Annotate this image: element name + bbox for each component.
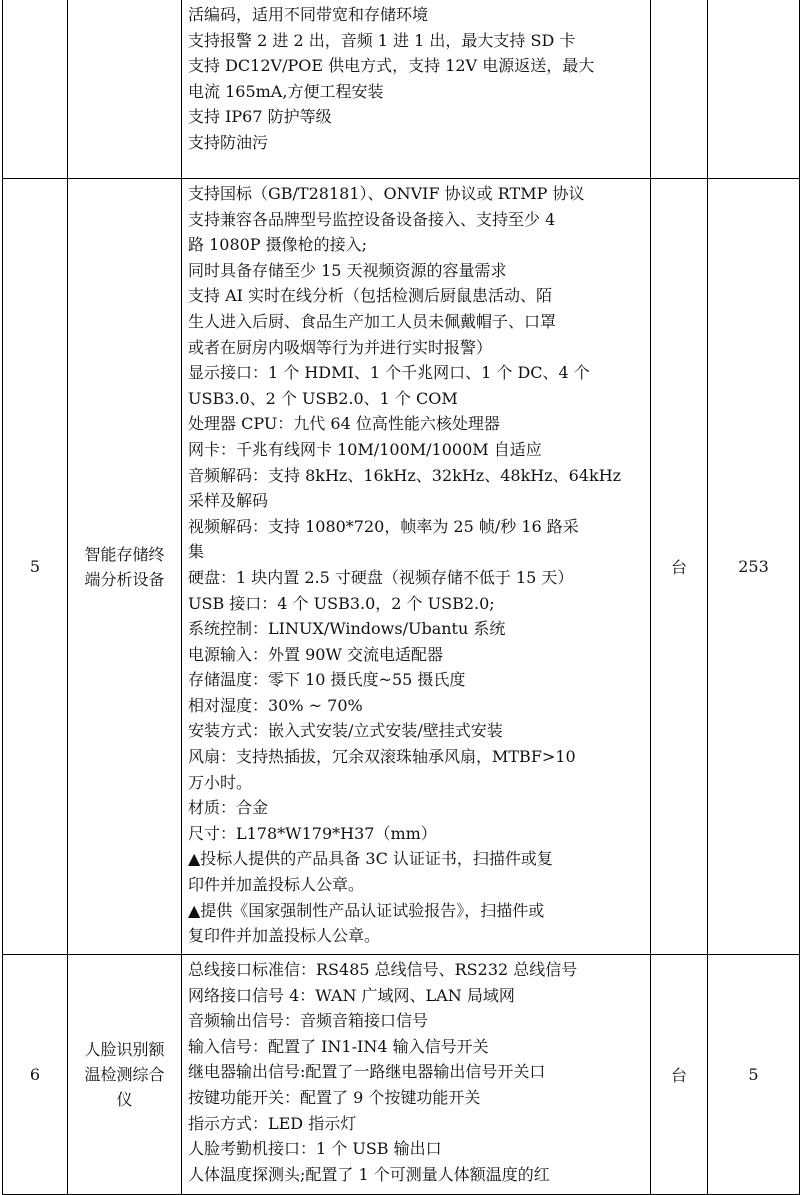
quantity-cell [708, 0, 800, 179]
spec-line: 网卡：千兆有线网卡 10M/100M/1000M 自适应 [188, 439, 542, 459]
quantity-cell: 253 [708, 179, 800, 955]
table-row [3, 0, 800, 179]
table-row [3, 955, 800, 1195]
spec-line: 生人进入后厨、食品生产加工人员未佩戴帽子、口罩 [188, 311, 557, 331]
spec-line: ▲提供《国家强制性产品认证试验报告》，扫描件或 [188, 900, 545, 920]
spec-line: 路 1080P 摄像枪的接入; [188, 235, 368, 255]
row-number-cell: 5 [3, 179, 68, 955]
spec-line: 指示方式：LED 指示灯 [188, 1113, 357, 1133]
spec-line: 系统控制：LINUX/Windows/Ubantu 系统 [188, 619, 506, 639]
unit-cell [651, 0, 708, 179]
spec-line: 电源输入：外置 90W 交流电适配器 [188, 644, 443, 664]
row-number-cell: 6 [3, 955, 68, 1195]
quantity-cell: 5 [708, 955, 800, 1195]
spec-line: 万小时。 [188, 772, 253, 792]
spec-line: 网络接口信号 4：WAN 广域网、LAN 局域网 [188, 985, 515, 1005]
spec-line: 处理器 CPU：九代 64 位高性能六核处理器 [188, 414, 500, 434]
spec-line: 集 [188, 542, 205, 562]
spec-cell [182, 179, 651, 955]
spec-line: 支持 IP67 防护等级 [188, 107, 332, 127]
spec-line: 支持 AI 实时在线分析（包括检测后厨鼠患活动、陌 [188, 286, 553, 306]
spec-line: 采样及解码 [188, 491, 269, 511]
spec-line: 材质：合金 [188, 798, 269, 818]
spec-line: 支持防油污 [188, 132, 269, 152]
spec-line: 相对湿度：30% ~ 70% [188, 695, 363, 715]
spec-line: 风扇：支持热插拔，冗余双滚珠轴承风扇，MTBF>10 [188, 747, 576, 767]
spec-line: 复印件并加盖投标人公章。 [188, 926, 381, 946]
product-name-cell [68, 0, 182, 179]
spec-line: 继电器输出信号:配置了一路继电器输出信号开关口 [188, 1062, 546, 1082]
spec-line: 显示接口：1 个 HDMI、1 个千兆网口、1 个 DC、4 个 [188, 363, 590, 383]
product-name: 人脸识别额温检测综合仪 [84, 1040, 165, 1109]
row-number-cell [3, 0, 68, 179]
spec-line: 音频解码：支持 8kHz、16kHz、32kHz、48kHz、64kHz [188, 465, 622, 485]
spec-line: USB 接口：4 个 USB3.0，2 个 USB2.0; [188, 593, 495, 613]
spec-line: 电流 165mA,方便工程安装 [188, 81, 384, 101]
spec-line: 活编码，适用不同带宽和存储环境 [188, 5, 429, 24]
spec-line: 输入信号：配置了 IN1-IN4 输入信号开关 [188, 1036, 489, 1056]
product-name-cell [68, 179, 182, 955]
spec-line: 硬盘：1 块内置 2.5 寸硬盘（视频存储不低于 15 天） [188, 567, 574, 587]
spec-line: 尺寸：L178*W179*H37（mm） [188, 823, 437, 843]
spec-line: 印件并加盖投标人公章。 [188, 875, 365, 895]
table-row [3, 179, 800, 955]
spec-line: 支持报警 2 进 2 出，音频 1 进 1 出，最大支持 SD 卡 [188, 30, 576, 50]
spec-line: 人体温度探测头;配置了 1 个可测量人体额温度的红 [188, 1164, 550, 1184]
spec-line: ▲投标人提供的产品具备 3C 认证证书，扫描件或复 [188, 849, 553, 869]
spec-line: 或者在厨房内吸烟等行为并进行实时报警） [188, 337, 493, 357]
spec-cell [182, 0, 651, 179]
spec-line: 支持兼容各品牌型号监控设备设备接入、支持至少 4 [188, 209, 556, 229]
product-name-cell [68, 955, 182, 1195]
spec-line: 音频输出信号：音频音箱接口信号 [188, 1011, 429, 1031]
spec-line: 总线接口标准信：RS485 总线信号、RS232 总线信号 [188, 960, 578, 979]
spec-cell [182, 955, 651, 1195]
spec-line: 支持国标（GB/T28181）、ONVIF 协议或 RTMP 协议 [188, 184, 585, 203]
unit-cell: 台 [651, 955, 708, 1195]
product-name: 智能存储终端分析设备 [84, 544, 165, 589]
spec-line: 视频解码：支持 1080*720，帧率为 25 帧/秒 16 路采 [188, 516, 579, 536]
spec-line: 存储温度：零下 10 摄氏度~55 摄氏度 [188, 670, 466, 690]
spec-line: 安装方式：嵌入式安装/立式安装/壁挂式安装 [188, 721, 503, 741]
spec-line: USB3.0、2 个 USB2.0、1 个 COM [188, 388, 458, 408]
product-spec-table [2, 0, 800, 1195]
spec-line: 人脸考勤机接口：1 个 USB 输出口 [188, 1139, 442, 1159]
spec-line: 按键功能开关：配置了 9 个按键功能开关 [188, 1087, 481, 1107]
spec-line: 同时具备存储至少 15 天视频资源的容量需求 [188, 260, 507, 280]
unit-cell: 台 [651, 179, 708, 955]
spec-line: 支持 DC12V/POE 供电方式，支持 12V 电源返送，最大 [188, 56, 595, 76]
